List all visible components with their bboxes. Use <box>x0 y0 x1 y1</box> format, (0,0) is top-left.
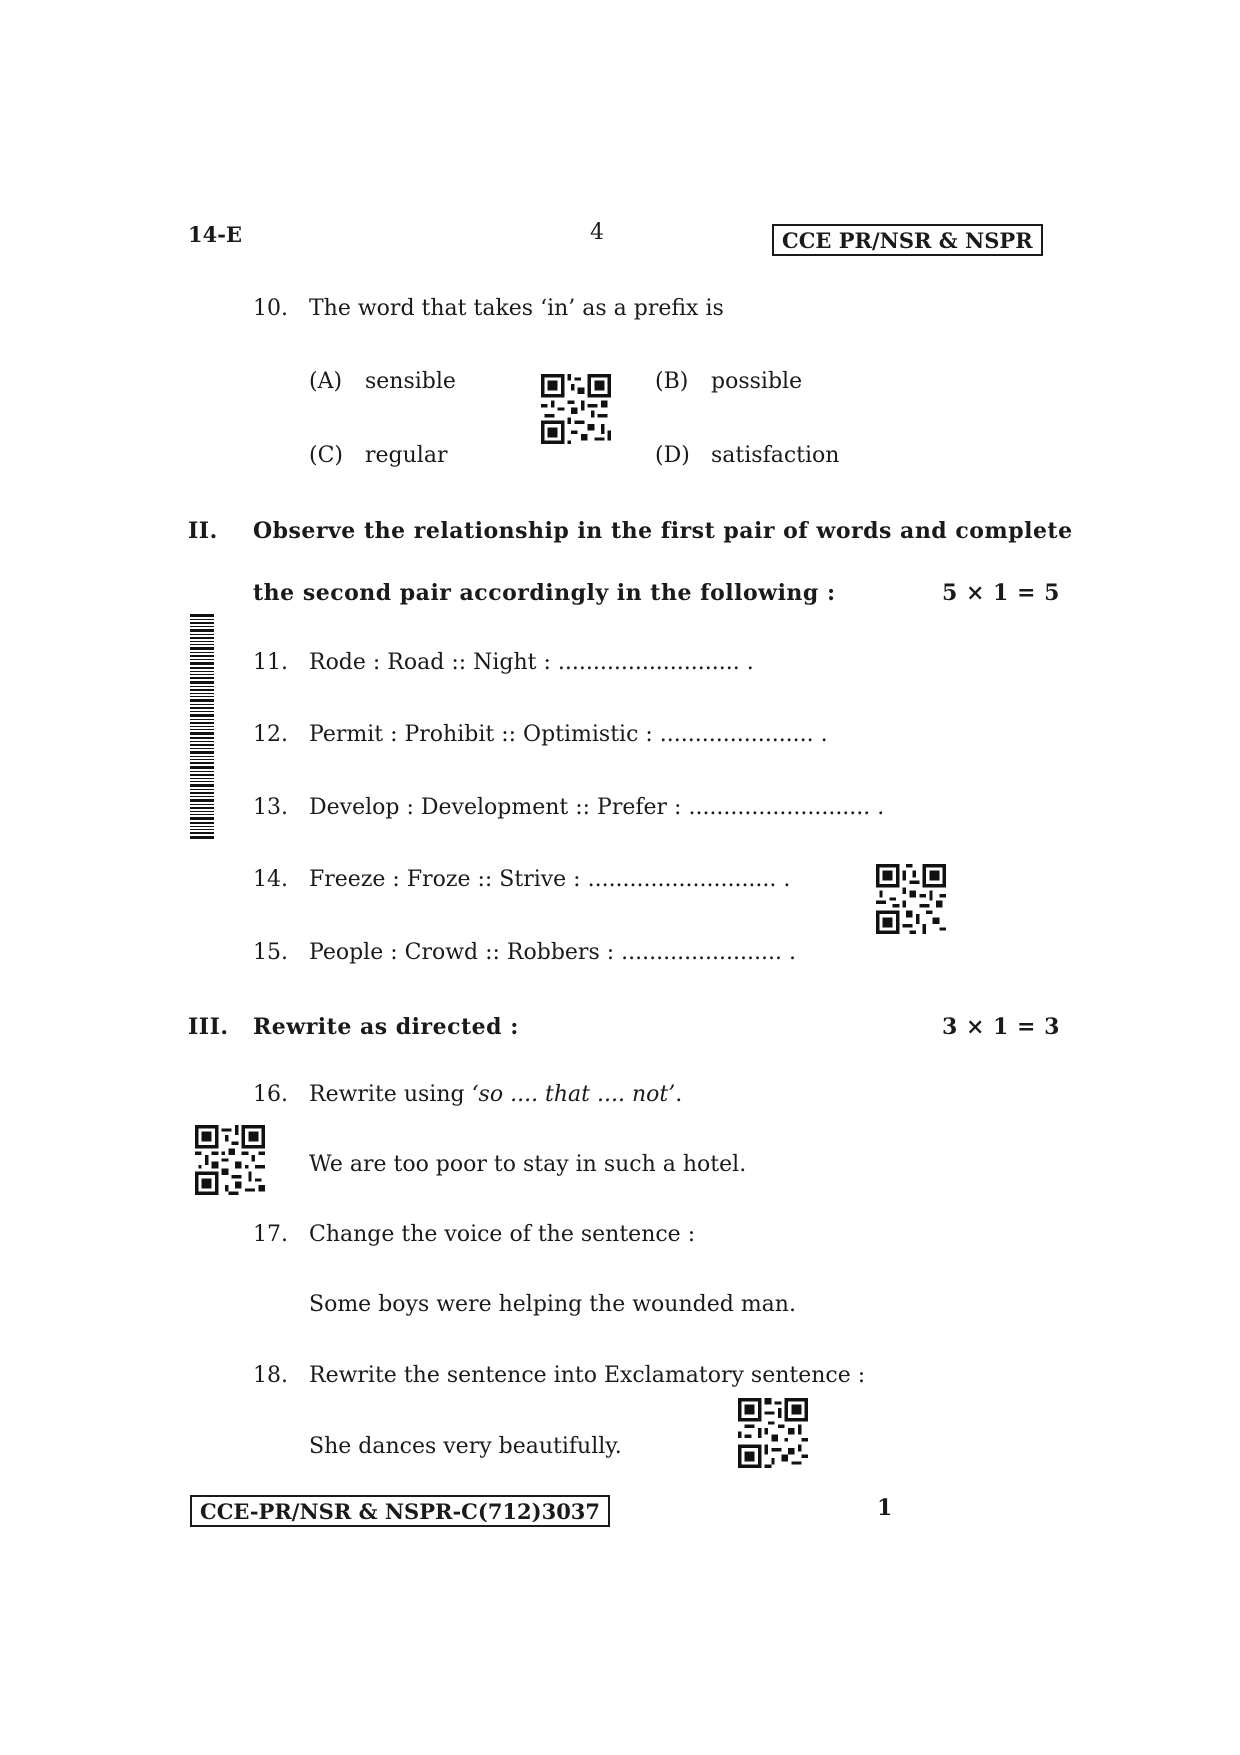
qr-code-icon <box>541 374 611 444</box>
q18-number: 18. <box>253 1363 288 1388</box>
paper-code: 14-E <box>188 222 242 247</box>
exam-code-box: CCE PR/NSR & NSPR <box>772 224 1043 256</box>
q10-option-c-label: (C) <box>309 443 343 468</box>
q18-text: Rewrite the sentence into Exclamatory sentence : <box>309 1363 866 1388</box>
qr-code-icon <box>738 1398 808 1468</box>
q10-option-a-text: sensible <box>365 369 456 394</box>
barcode-icon <box>190 614 214 840</box>
q18-sentence: She dances very beautifully. <box>309 1434 622 1459</box>
q15-number: 15. <box>253 940 288 965</box>
q17-sentence: Some boys were helping the wounded man. <box>309 1292 796 1317</box>
section-3-marks: 3 × 1 = 3 <box>942 1014 1060 1040</box>
section-2-title-line1: Observe the relationship in the first pair of words and complete <box>253 518 1073 544</box>
q13-number: 13. <box>253 795 288 820</box>
q16-pattern: ‘so .... that .... not’ <box>471 1082 676 1107</box>
q13-text: Develop : Development :: Prefer : .......................... . <box>309 795 885 820</box>
q10-option-b-text: possible <box>711 369 803 394</box>
q17-text: Change the voice of the sentence : <box>309 1222 696 1247</box>
q10-option-d-label: (D) <box>655 443 690 468</box>
q10-number: 10. <box>253 296 288 321</box>
q15-text: People : Crowd :: Robbers : ....................... . <box>309 940 796 965</box>
qr-code-icon <box>876 864 946 934</box>
q10-option-a-label: (A) <box>309 369 343 394</box>
q11-number: 11. <box>253 650 288 675</box>
q11-text: Rode : Road :: Night : .......................... . <box>309 650 754 675</box>
q10-option-c-text: regular <box>365 443 448 468</box>
qr-code-icon <box>195 1125 265 1195</box>
section-3-title: Rewrite as directed : <box>253 1014 519 1040</box>
section-2-title-line2: the second pair accordingly in the following : <box>253 580 836 606</box>
section-3-numeral: III. <box>188 1014 229 1040</box>
q16-number: 16. <box>253 1082 288 1107</box>
q16-text <box>309 1084 682 1106</box>
q16-sentence: We are too poor to stay in such a hotel. <box>309 1152 747 1177</box>
q10-option-b-label: (B) <box>655 369 689 394</box>
q14-number: 14. <box>253 867 288 892</box>
q10-option-d-text: satisfaction <box>711 443 840 468</box>
q12-text: Permit : Prohibit :: Optimistic : ...................... . <box>309 722 828 747</box>
section-2-numeral: II. <box>188 518 218 544</box>
q10-text: The word that takes ‘in’ as a prefix is <box>309 296 724 321</box>
q17-number: 17. <box>253 1222 288 1247</box>
q16-suffix: . <box>675 1082 683 1107</box>
q14-text: Freeze : Froze :: Strive : ........................... . <box>309 867 791 892</box>
q12-number: 12. <box>253 722 288 747</box>
section-2-marks: 5 × 1 = 5 <box>942 580 1060 606</box>
footer-code-box: CCE-PR/NSR & NSPR-C(712)3037 <box>190 1495 610 1527</box>
q16-prefix: Rewrite using <box>309 1082 472 1107</box>
footer-page-number: 1 <box>877 1495 893 1521</box>
page-number: 4 <box>590 220 604 245</box>
